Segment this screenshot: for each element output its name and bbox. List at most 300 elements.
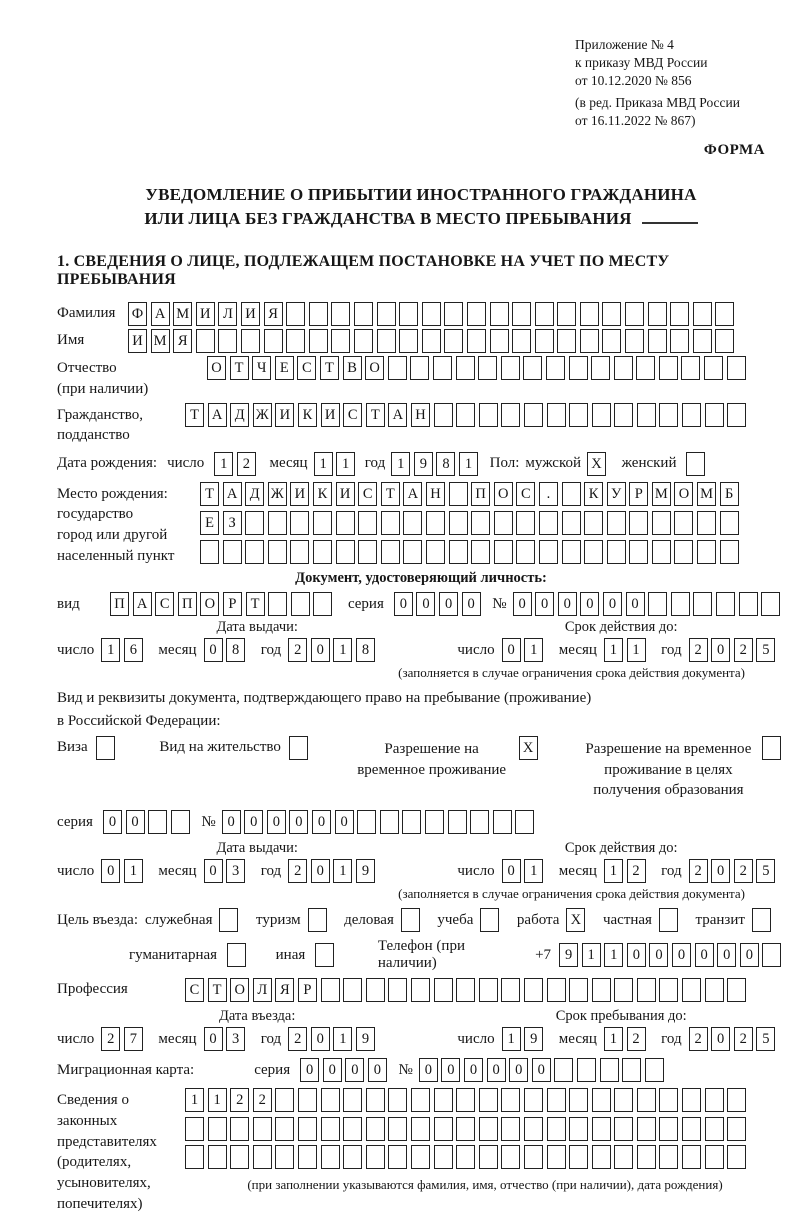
char-box[interactable]: 0 bbox=[126, 810, 145, 834]
char-box[interactable] bbox=[693, 302, 712, 326]
char-box[interactable] bbox=[456, 1088, 475, 1112]
char-box[interactable]: 7 bbox=[124, 1027, 143, 1051]
char-box[interactable]: Я bbox=[264, 302, 283, 326]
char-box[interactable]: 0 bbox=[464, 1058, 483, 1082]
char-box[interactable] bbox=[185, 1117, 204, 1141]
char-box[interactable]: О bbox=[674, 482, 693, 506]
char-box[interactable] bbox=[705, 403, 724, 427]
char-box[interactable] bbox=[331, 302, 350, 326]
char-box[interactable]: 0 bbox=[419, 1058, 438, 1082]
char-box[interactable]: С bbox=[358, 482, 377, 506]
char-box[interactable]: Т bbox=[200, 482, 219, 506]
char-box[interactable]: П bbox=[110, 592, 129, 616]
char-box[interactable] bbox=[637, 978, 656, 1002]
char-box[interactable] bbox=[434, 1117, 453, 1141]
char-box[interactable]: 2 bbox=[689, 1027, 708, 1051]
char-box[interactable]: 1 bbox=[524, 859, 543, 883]
char-box[interactable]: 1 bbox=[214, 452, 233, 476]
char-box[interactable]: Я bbox=[173, 329, 192, 353]
char-box[interactable]: 0 bbox=[462, 592, 481, 616]
char-box[interactable] bbox=[539, 511, 558, 535]
char-box[interactable] bbox=[727, 403, 746, 427]
char-box[interactable]: 2 bbox=[627, 1027, 646, 1051]
char-box[interactable]: У bbox=[607, 482, 626, 506]
char-box[interactable]: 9 bbox=[356, 859, 375, 883]
char-box[interactable] bbox=[659, 978, 678, 1002]
char-box[interactable]: 1 bbox=[604, 638, 623, 662]
char-box[interactable] bbox=[434, 1088, 453, 1112]
char-box[interactable]: О bbox=[494, 482, 513, 506]
char-box[interactable]: 0 bbox=[244, 810, 263, 834]
char-box[interactable] bbox=[230, 1117, 249, 1141]
char-box[interactable] bbox=[652, 511, 671, 535]
char-box[interactable]: Б bbox=[720, 482, 739, 506]
char-box[interactable] bbox=[467, 329, 486, 353]
char-box[interactable] bbox=[569, 1145, 588, 1169]
char-box[interactable]: 5 bbox=[756, 1027, 775, 1051]
char-box[interactable] bbox=[434, 978, 453, 1002]
char-box[interactable] bbox=[470, 810, 489, 834]
char-box[interactable] bbox=[524, 1088, 543, 1112]
char-box[interactable]: 0 bbox=[487, 1058, 506, 1082]
char-box[interactable] bbox=[358, 511, 377, 535]
char-box[interactable]: Т bbox=[381, 482, 400, 506]
char-box[interactable] bbox=[308, 908, 327, 932]
char-box[interactable]: 0 bbox=[222, 810, 241, 834]
char-box[interactable] bbox=[467, 302, 486, 326]
char-box[interactable]: 2 bbox=[689, 638, 708, 662]
char-box[interactable] bbox=[637, 1088, 656, 1112]
char-box[interactable]: 1 bbox=[391, 452, 410, 476]
char-box[interactable]: Д bbox=[230, 403, 249, 427]
char-box[interactable]: С bbox=[185, 978, 204, 1002]
char-box[interactable]: 0 bbox=[626, 592, 645, 616]
char-box[interactable] bbox=[208, 1117, 227, 1141]
char-box[interactable]: Р bbox=[298, 978, 317, 1002]
char-box[interactable]: В bbox=[343, 356, 362, 380]
char-box[interactable]: 2 bbox=[288, 859, 307, 883]
char-box[interactable]: 0 bbox=[345, 1058, 364, 1082]
char-box[interactable]: 8 bbox=[436, 452, 455, 476]
char-box[interactable]: О bbox=[200, 592, 219, 616]
char-box[interactable] bbox=[456, 403, 475, 427]
char-box[interactable]: 0 bbox=[711, 859, 730, 883]
char-box[interactable]: П bbox=[471, 482, 490, 506]
char-box[interactable]: X bbox=[566, 908, 585, 932]
char-box[interactable] bbox=[490, 329, 509, 353]
char-box[interactable]: 0 bbox=[204, 638, 223, 662]
char-box[interactable] bbox=[309, 302, 328, 326]
char-box[interactable] bbox=[223, 540, 242, 564]
char-box[interactable]: И bbox=[128, 329, 147, 353]
char-box[interactable] bbox=[493, 810, 512, 834]
char-box[interactable] bbox=[501, 1088, 520, 1112]
char-box[interactable]: 1 bbox=[604, 943, 623, 967]
char-box[interactable]: С bbox=[297, 356, 316, 380]
char-box[interactable] bbox=[336, 540, 355, 564]
char-box[interactable]: 2 bbox=[253, 1088, 272, 1112]
char-box[interactable] bbox=[456, 356, 475, 380]
char-box[interactable] bbox=[411, 1088, 430, 1112]
char-box[interactable]: 0 bbox=[558, 592, 577, 616]
char-box[interactable]: 0 bbox=[717, 943, 736, 967]
char-box[interactable]: 0 bbox=[439, 592, 458, 616]
char-box[interactable]: 5 bbox=[756, 638, 775, 662]
char-box[interactable]: 5 bbox=[756, 859, 775, 883]
char-box[interactable] bbox=[554, 1058, 573, 1082]
char-box[interactable] bbox=[682, 1088, 701, 1112]
char-box[interactable] bbox=[227, 943, 246, 967]
char-box[interactable] bbox=[313, 592, 332, 616]
char-box[interactable]: С bbox=[343, 403, 362, 427]
char-box[interactable]: Т bbox=[246, 592, 265, 616]
char-box[interactable] bbox=[494, 511, 513, 535]
char-box[interactable] bbox=[652, 540, 671, 564]
char-box[interactable] bbox=[682, 1117, 701, 1141]
char-box[interactable]: 2 bbox=[230, 1088, 249, 1112]
char-box[interactable]: 0 bbox=[535, 592, 554, 616]
char-box[interactable]: 1 bbox=[582, 943, 601, 967]
char-box[interactable]: И bbox=[196, 302, 215, 326]
char-box[interactable]: Т bbox=[320, 356, 339, 380]
char-box[interactable]: 0 bbox=[740, 943, 759, 967]
char-box[interactable] bbox=[411, 1117, 430, 1141]
char-box[interactable] bbox=[171, 810, 190, 834]
char-box[interactable] bbox=[686, 452, 705, 476]
char-box[interactable] bbox=[411, 1145, 430, 1169]
char-box[interactable] bbox=[479, 1145, 498, 1169]
char-box[interactable]: Ж bbox=[253, 403, 272, 427]
char-box[interactable] bbox=[402, 810, 421, 834]
char-box[interactable] bbox=[516, 540, 535, 564]
char-box[interactable] bbox=[309, 329, 328, 353]
char-box[interactable] bbox=[523, 356, 542, 380]
char-box[interactable] bbox=[547, 403, 566, 427]
char-box[interactable]: 1 bbox=[459, 452, 478, 476]
char-box[interactable] bbox=[682, 403, 701, 427]
char-box[interactable] bbox=[366, 1088, 385, 1112]
char-box[interactable]: А bbox=[151, 302, 170, 326]
char-box[interactable] bbox=[471, 511, 490, 535]
char-box[interactable] bbox=[580, 329, 599, 353]
char-box[interactable]: А bbox=[208, 403, 227, 427]
char-box[interactable] bbox=[275, 1145, 294, 1169]
char-box[interactable] bbox=[524, 403, 543, 427]
char-box[interactable]: 0 bbox=[695, 943, 714, 967]
char-box[interactable]: 1 bbox=[124, 859, 143, 883]
char-box[interactable] bbox=[512, 302, 531, 326]
char-box[interactable] bbox=[313, 511, 332, 535]
char-box[interactable] bbox=[546, 356, 565, 380]
char-box[interactable] bbox=[681, 356, 700, 380]
char-box[interactable]: Н bbox=[426, 482, 445, 506]
char-box[interactable] bbox=[313, 540, 332, 564]
char-box[interactable] bbox=[515, 810, 534, 834]
char-box[interactable] bbox=[761, 592, 780, 616]
char-box[interactable]: 8 bbox=[226, 638, 245, 662]
char-box[interactable]: 1 bbox=[333, 1027, 352, 1051]
char-box[interactable] bbox=[425, 810, 444, 834]
char-box[interactable]: П bbox=[178, 592, 197, 616]
char-box[interactable]: О bbox=[365, 356, 384, 380]
char-box[interactable] bbox=[557, 302, 576, 326]
char-box[interactable] bbox=[268, 592, 287, 616]
char-box[interactable] bbox=[614, 978, 633, 1002]
char-box[interactable]: М bbox=[173, 302, 192, 326]
char-box[interactable] bbox=[659, 403, 678, 427]
char-box[interactable] bbox=[291, 592, 310, 616]
char-box[interactable] bbox=[433, 356, 452, 380]
char-box[interactable]: 0 bbox=[532, 1058, 551, 1082]
char-box[interactable] bbox=[607, 511, 626, 535]
char-box[interactable]: 0 bbox=[368, 1058, 387, 1082]
char-box[interactable] bbox=[720, 511, 739, 535]
char-box[interactable]: 3 bbox=[226, 859, 245, 883]
char-box[interactable] bbox=[321, 1088, 340, 1112]
char-box[interactable] bbox=[569, 1117, 588, 1141]
char-box[interactable] bbox=[290, 540, 309, 564]
char-box[interactable] bbox=[614, 1117, 633, 1141]
char-box[interactable] bbox=[752, 908, 771, 932]
char-box[interactable] bbox=[490, 302, 509, 326]
char-box[interactable]: 0 bbox=[335, 810, 354, 834]
char-box[interactable] bbox=[659, 356, 678, 380]
char-box[interactable] bbox=[501, 403, 520, 427]
char-box[interactable]: О bbox=[207, 356, 226, 380]
char-box[interactable]: 0 bbox=[513, 592, 532, 616]
char-box[interactable]: Д bbox=[245, 482, 264, 506]
char-box[interactable]: 0 bbox=[711, 1027, 730, 1051]
char-box[interactable] bbox=[253, 1145, 272, 1169]
char-box[interactable] bbox=[331, 329, 350, 353]
char-box[interactable] bbox=[343, 1088, 362, 1112]
char-box[interactable] bbox=[637, 403, 656, 427]
char-box[interactable] bbox=[625, 329, 644, 353]
char-box[interactable]: 0 bbox=[311, 859, 330, 883]
char-box[interactable] bbox=[535, 329, 554, 353]
char-box[interactable] bbox=[449, 511, 468, 535]
char-box[interactable] bbox=[388, 1117, 407, 1141]
char-box[interactable] bbox=[716, 592, 735, 616]
char-box[interactable]: М bbox=[151, 329, 170, 353]
char-box[interactable] bbox=[434, 403, 453, 427]
char-box[interactable]: X bbox=[519, 736, 538, 760]
char-box[interactable]: Р bbox=[223, 592, 242, 616]
char-box[interactable] bbox=[547, 978, 566, 1002]
char-box[interactable] bbox=[591, 356, 610, 380]
char-box[interactable]: Н bbox=[411, 403, 430, 427]
char-box[interactable] bbox=[607, 540, 626, 564]
char-box[interactable] bbox=[315, 943, 334, 967]
char-box[interactable]: 0 bbox=[323, 1058, 342, 1082]
char-box[interactable] bbox=[366, 1145, 385, 1169]
char-box[interactable] bbox=[539, 540, 558, 564]
char-box[interactable] bbox=[524, 1145, 543, 1169]
char-box[interactable]: 0 bbox=[289, 810, 308, 834]
char-box[interactable]: 0 bbox=[101, 859, 120, 883]
char-box[interactable]: 0 bbox=[649, 943, 668, 967]
char-box[interactable] bbox=[343, 1145, 362, 1169]
char-box[interactable] bbox=[516, 511, 535, 535]
char-box[interactable] bbox=[512, 329, 531, 353]
char-box[interactable]: 8 bbox=[356, 638, 375, 662]
char-box[interactable] bbox=[196, 329, 215, 353]
char-box[interactable] bbox=[380, 810, 399, 834]
char-box[interactable]: М bbox=[652, 482, 671, 506]
char-box[interactable] bbox=[693, 329, 712, 353]
char-box[interactable] bbox=[670, 329, 689, 353]
char-box[interactable] bbox=[569, 978, 588, 1002]
char-box[interactable] bbox=[218, 329, 237, 353]
char-box[interactable] bbox=[682, 1145, 701, 1169]
char-box[interactable] bbox=[557, 329, 576, 353]
char-box[interactable] bbox=[659, 1088, 678, 1112]
char-box[interactable] bbox=[697, 511, 716, 535]
char-box[interactable] bbox=[444, 302, 463, 326]
char-box[interactable] bbox=[245, 511, 264, 535]
char-box[interactable]: 1 bbox=[333, 638, 352, 662]
char-box[interactable] bbox=[456, 1145, 475, 1169]
char-box[interactable]: И bbox=[336, 482, 355, 506]
char-box[interactable] bbox=[358, 540, 377, 564]
char-box[interactable]: 2 bbox=[288, 638, 307, 662]
char-box[interactable] bbox=[671, 592, 690, 616]
char-box[interactable]: 2 bbox=[237, 452, 256, 476]
char-box[interactable] bbox=[449, 540, 468, 564]
char-box[interactable]: Л bbox=[218, 302, 237, 326]
char-box[interactable] bbox=[96, 736, 115, 760]
char-box[interactable]: А bbox=[403, 482, 422, 506]
char-box[interactable]: С bbox=[155, 592, 174, 616]
char-box[interactable] bbox=[426, 511, 445, 535]
char-box[interactable] bbox=[705, 1117, 724, 1141]
char-box[interactable] bbox=[388, 978, 407, 1002]
char-box[interactable] bbox=[336, 511, 355, 535]
char-box[interactable]: 1 bbox=[524, 638, 543, 662]
char-box[interactable] bbox=[185, 1145, 204, 1169]
char-box[interactable] bbox=[648, 302, 667, 326]
char-box[interactable]: Е bbox=[275, 356, 294, 380]
char-box[interactable]: Р bbox=[629, 482, 648, 506]
char-box[interactable]: Е bbox=[200, 511, 219, 535]
char-box[interactable]: 0 bbox=[672, 943, 691, 967]
char-box[interactable] bbox=[449, 482, 468, 506]
char-box[interactable] bbox=[648, 329, 667, 353]
char-box[interactable] bbox=[592, 1145, 611, 1169]
char-box[interactable]: 0 bbox=[603, 592, 622, 616]
char-box[interactable] bbox=[480, 908, 499, 932]
char-box[interactable]: И bbox=[275, 403, 294, 427]
char-box[interactable]: 1 bbox=[627, 638, 646, 662]
char-box[interactable] bbox=[501, 1117, 520, 1141]
char-box[interactable] bbox=[321, 1145, 340, 1169]
char-box[interactable] bbox=[659, 1145, 678, 1169]
char-box[interactable] bbox=[290, 511, 309, 535]
char-box[interactable] bbox=[148, 810, 167, 834]
char-box[interactable]: Т bbox=[366, 403, 385, 427]
char-box[interactable] bbox=[614, 403, 633, 427]
char-box[interactable] bbox=[637, 1145, 656, 1169]
char-box[interactable] bbox=[456, 1117, 475, 1141]
char-box[interactable]: 0 bbox=[267, 810, 286, 834]
char-box[interactable]: А bbox=[388, 403, 407, 427]
char-box[interactable] bbox=[426, 540, 445, 564]
char-box[interactable] bbox=[636, 356, 655, 380]
char-box[interactable] bbox=[298, 1088, 317, 1112]
char-box[interactable]: З bbox=[223, 511, 242, 535]
char-box[interactable] bbox=[715, 302, 734, 326]
char-box[interactable] bbox=[388, 1088, 407, 1112]
char-box[interactable] bbox=[562, 511, 581, 535]
char-box[interactable]: 1 bbox=[604, 859, 623, 883]
char-box[interactable]: 9 bbox=[414, 452, 433, 476]
char-box[interactable]: 0 bbox=[311, 638, 330, 662]
char-box[interactable]: 1 bbox=[101, 638, 120, 662]
char-box[interactable] bbox=[403, 540, 422, 564]
char-box[interactable] bbox=[697, 540, 716, 564]
char-box[interactable] bbox=[377, 329, 396, 353]
char-box[interactable] bbox=[614, 1088, 633, 1112]
char-box[interactable] bbox=[659, 908, 678, 932]
char-box[interactable]: Ч bbox=[252, 356, 271, 380]
char-box[interactable] bbox=[629, 540, 648, 564]
char-box[interactable] bbox=[645, 1058, 664, 1082]
char-box[interactable] bbox=[230, 1145, 249, 1169]
char-box[interactable] bbox=[343, 1117, 362, 1141]
char-box[interactable] bbox=[592, 1117, 611, 1141]
char-box[interactable]: И bbox=[321, 403, 340, 427]
char-box[interactable] bbox=[547, 1145, 566, 1169]
char-box[interactable]: 9 bbox=[559, 943, 578, 967]
char-box[interactable]: 0 bbox=[300, 1058, 319, 1082]
char-box[interactable] bbox=[422, 329, 441, 353]
char-box[interactable] bbox=[727, 356, 746, 380]
char-box[interactable] bbox=[245, 540, 264, 564]
char-box[interactable] bbox=[479, 1117, 498, 1141]
char-box[interactable] bbox=[602, 302, 621, 326]
char-box[interactable] bbox=[381, 511, 400, 535]
char-box[interactable] bbox=[569, 403, 588, 427]
char-box[interactable]: 0 bbox=[502, 638, 521, 662]
char-box[interactable] bbox=[720, 540, 739, 564]
char-box[interactable]: 0 bbox=[580, 592, 599, 616]
char-box[interactable] bbox=[674, 511, 693, 535]
char-box[interactable] bbox=[399, 302, 418, 326]
char-box[interactable] bbox=[682, 978, 701, 1002]
char-box[interactable]: 0 bbox=[711, 638, 730, 662]
char-box[interactable] bbox=[535, 302, 554, 326]
char-box[interactable]: 0 bbox=[103, 810, 122, 834]
char-box[interactable] bbox=[444, 329, 463, 353]
char-box[interactable]: 1 bbox=[185, 1088, 204, 1112]
char-box[interactable] bbox=[399, 329, 418, 353]
char-box[interactable]: 1 bbox=[336, 452, 355, 476]
char-box[interactable] bbox=[727, 978, 746, 1002]
char-box[interactable]: Т bbox=[185, 403, 204, 427]
char-box[interactable] bbox=[343, 978, 362, 1002]
char-box[interactable]: 2 bbox=[734, 859, 753, 883]
char-box[interactable] bbox=[727, 1117, 746, 1141]
char-box[interactable] bbox=[584, 511, 603, 535]
char-box[interactable] bbox=[580, 302, 599, 326]
char-box[interactable] bbox=[614, 356, 633, 380]
char-box[interactable] bbox=[448, 810, 467, 834]
char-box[interactable] bbox=[625, 302, 644, 326]
char-box[interactable]: М bbox=[697, 482, 716, 506]
char-box[interactable] bbox=[501, 978, 520, 1002]
char-box[interactable]: 0 bbox=[627, 943, 646, 967]
char-box[interactable] bbox=[762, 736, 781, 760]
